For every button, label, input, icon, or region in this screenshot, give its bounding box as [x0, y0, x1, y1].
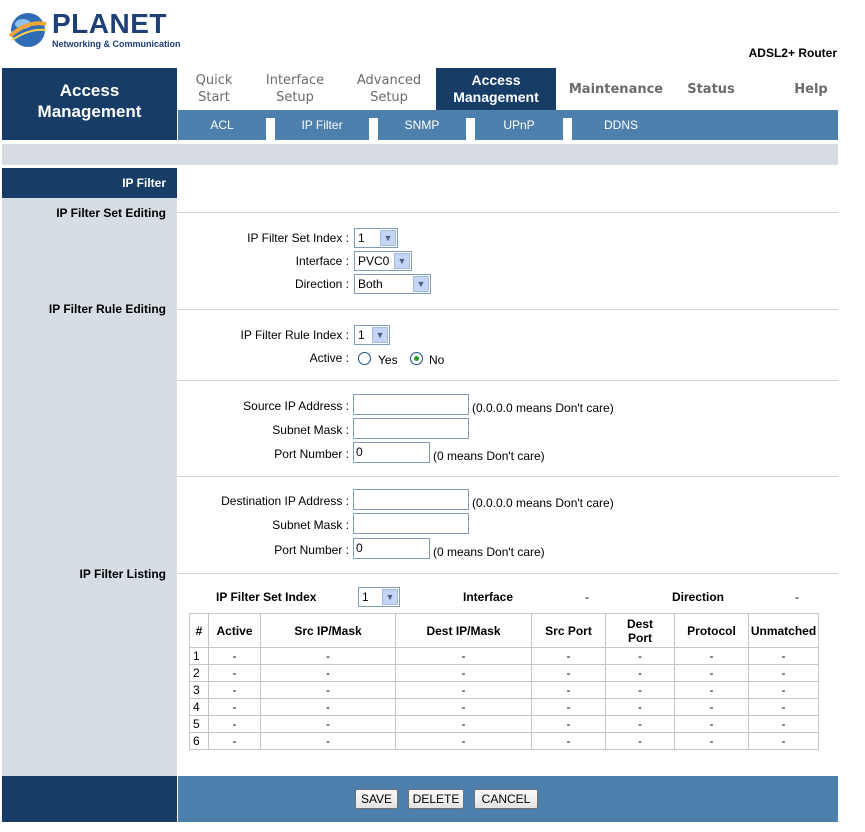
- interface-label: Interface :: [295, 254, 349, 268]
- table-cell: -: [532, 682, 606, 699]
- chevron-down-icon: ▼: [413, 276, 429, 292]
- rule-index-select[interactable]: [354, 325, 390, 345]
- menu-access-management[interactable]: Access Management: [436, 68, 556, 110]
- src-mask-input[interactable]: [353, 418, 469, 439]
- dst-mask-label: Subnet Mask :: [272, 518, 349, 532]
- page-title: [2, 68, 177, 140]
- divider: [178, 309, 838, 310]
- table-cell: -: [749, 682, 819, 699]
- table-cell: -: [606, 716, 675, 733]
- rule-index-label: IP Filter Rule Index :: [240, 328, 349, 342]
- submenu-separator: [466, 118, 475, 140]
- listing-set-index-label: IP Filter Set Index: [216, 590, 317, 604]
- dst-mask-input[interactable]: [353, 513, 469, 534]
- table-cell: -: [606, 665, 675, 682]
- table-row: [190, 648, 819, 665]
- table-cell: -: [532, 699, 606, 716]
- table-cell: -: [396, 699, 532, 716]
- listing-direction-value: -: [795, 590, 799, 604]
- table-cell: -: [606, 682, 675, 699]
- col-src-ip: Src IP/Mask: [261, 614, 396, 648]
- table-cell: -: [396, 682, 532, 699]
- product-name: ADSL2+ Router: [748, 46, 837, 60]
- col-dest-ip: Dest IP/Mask: [396, 614, 532, 648]
- set-index-label: IP Filter Set Index :: [247, 231, 349, 245]
- table-cell: -: [261, 699, 396, 716]
- table-cell: -: [675, 733, 749, 750]
- active-yes-label: Yes: [378, 353, 398, 367]
- listing-direction-label: Direction: [672, 590, 725, 604]
- table-cell: -: [675, 665, 749, 682]
- table-cell: 2: [190, 665, 209, 682]
- listing-set-index-select[interactable]: [358, 587, 400, 607]
- table-row: [190, 699, 819, 716]
- table-cell: -: [606, 733, 675, 750]
- page-title-text: Access Management: [37, 81, 142, 121]
- left-column: [2, 168, 177, 776]
- table-cell: -: [675, 648, 749, 665]
- col-unmatched: Unmatched: [749, 614, 819, 648]
- section-listing: IP Filter Listing: [79, 567, 166, 581]
- listing-interface-label: Interface: [463, 590, 514, 604]
- table-cell: -: [209, 648, 261, 665]
- chevron-down-icon: ▼: [380, 230, 396, 246]
- brand-tagline: Networking & Communication: [52, 39, 181, 49]
- active-label: Active :: [309, 351, 349, 365]
- table-cell: -: [396, 648, 532, 665]
- divider: [178, 212, 838, 213]
- submenu-acl[interactable]: ACL: [210, 118, 234, 132]
- table-cell: -: [396, 733, 532, 750]
- table-cell: 6: [190, 733, 209, 750]
- delete-button[interactable]: DELETE: [408, 789, 464, 809]
- col-number: #: [190, 614, 209, 648]
- table-cell: -: [261, 682, 396, 699]
- table-cell: -: [396, 665, 532, 682]
- table-cell: 5: [190, 716, 209, 733]
- table-cell: -: [532, 733, 606, 750]
- dst-ip-label: Destination IP Address :: [221, 494, 349, 508]
- menu-advanced-setup[interactable]: Advanced Setup: [356, 73, 422, 105]
- src-port-label: Port Number :: [274, 447, 349, 461]
- chevron-down-icon: ▼: [382, 589, 398, 605]
- table-cell: -: [532, 665, 606, 682]
- menu-maintenance[interactable]: Maintenance: [568, 81, 664, 97]
- main-menu: [178, 68, 838, 110]
- dst-port-hint: (0 means Don't care): [433, 545, 545, 559]
- table-cell: -: [606, 699, 675, 716]
- set-index-select[interactable]: [354, 228, 398, 248]
- section-header-ip-filter: IP Filter: [2, 168, 177, 198]
- table-cell: -: [209, 733, 261, 750]
- menu-help[interactable]: Help: [794, 81, 828, 97]
- src-port-input[interactable]: 0: [353, 442, 430, 463]
- table-cell: -: [209, 699, 261, 716]
- table-cell: -: [675, 699, 749, 716]
- table-header-row: [190, 614, 819, 648]
- table-cell: -: [209, 682, 261, 699]
- sub-menu: [178, 110, 838, 140]
- menu-status[interactable]: Status: [687, 81, 735, 97]
- submenu-separator: [266, 118, 275, 140]
- active-no-radio[interactable]: [410, 352, 423, 365]
- submenu-ip-filter[interactable]: IP Filter: [301, 118, 343, 132]
- divider: [178, 476, 838, 477]
- divider-band: [2, 144, 838, 165]
- brand-name: PLANET: [52, 8, 167, 39]
- divider: [178, 380, 838, 381]
- set-index-value: 1: [358, 231, 365, 245]
- src-ip-input[interactable]: [353, 394, 469, 415]
- table-cell: -: [209, 665, 261, 682]
- active-yes-radio[interactable]: [358, 352, 371, 365]
- table-row: [190, 682, 819, 699]
- table-cell: -: [749, 648, 819, 665]
- src-port-hint: (0 means Don't care): [433, 449, 545, 463]
- table-cell: -: [749, 665, 819, 682]
- submenu-separator: [563, 118, 572, 140]
- chevron-down-icon: ▼: [372, 327, 388, 343]
- dst-port-label: Port Number :: [274, 543, 349, 557]
- interface-value: PVC0: [358, 254, 390, 268]
- table-cell: -: [749, 733, 819, 750]
- table-cell: -: [261, 648, 396, 665]
- footer-left: [2, 776, 177, 822]
- table-cell: -: [532, 648, 606, 665]
- listing-set-index-value: 1: [362, 590, 369, 604]
- menu-interface-setup[interactable]: Interface Setup: [265, 73, 325, 105]
- table-cell: -: [532, 716, 606, 733]
- save-button[interactable]: SAVE: [355, 789, 398, 809]
- ip-filter-table: [189, 613, 819, 750]
- direction-label: Direction :: [294, 277, 349, 291]
- table-cell: -: [606, 648, 675, 665]
- section-rule-editing: IP Filter Rule Editing: [48, 302, 166, 316]
- table-cell: -: [261, 665, 396, 682]
- table-cell: -: [675, 682, 749, 699]
- submenu-snmp[interactable]: SNMP: [404, 118, 440, 132]
- direction-value: Both: [358, 277, 383, 291]
- col-protocol: Protocol: [675, 614, 749, 648]
- table-cell: -: [749, 699, 819, 716]
- table-cell: 4: [190, 699, 209, 716]
- src-ip-hint: (0.0.0.0 means Don't care): [472, 401, 614, 415]
- table-cell: -: [209, 716, 261, 733]
- table-row: [190, 733, 819, 750]
- dst-ip-input[interactable]: [353, 489, 469, 510]
- table-row: [190, 665, 819, 682]
- menu-quick-start[interactable]: Quick Start: [195, 73, 233, 105]
- divider: [178, 573, 838, 574]
- interface-select[interactable]: [354, 251, 412, 271]
- rule-index-value: 1: [358, 328, 365, 342]
- col-dest-port: Dest Port: [606, 614, 675, 648]
- direction-select[interactable]: [354, 274, 431, 294]
- listing-interface-value: -: [585, 590, 589, 604]
- submenu-ddns[interactable]: DDNS: [603, 118, 638, 132]
- table-cell: -: [396, 716, 532, 733]
- brand-logo: [8, 8, 181, 52]
- submenu-separator: [369, 118, 378, 140]
- active-no-label: No: [429, 353, 445, 367]
- planet-globe-icon: [8, 10, 48, 50]
- table-cell: -: [675, 716, 749, 733]
- dst-ip-hint: (0.0.0.0 means Don't care): [472, 496, 614, 510]
- src-ip-label: Source IP Address :: [243, 399, 349, 413]
- table-cell: -: [261, 733, 396, 750]
- table-cell: 3: [190, 682, 209, 699]
- table-cell: -: [261, 716, 396, 733]
- section-set-editing: IP Filter Set Editing: [56, 206, 166, 220]
- cancel-button[interactable]: CANCEL: [474, 789, 538, 809]
- table-cell: 1: [190, 648, 209, 665]
- col-active: Active: [209, 614, 261, 648]
- table-cell: -: [749, 716, 819, 733]
- dst-port-input[interactable]: 0: [353, 538, 430, 559]
- table-row: [190, 716, 819, 733]
- src-mask-label: Subnet Mask :: [272, 423, 349, 437]
- submenu-upnp[interactable]: UPnP: [503, 118, 535, 132]
- col-src-port: Src Port: [532, 614, 606, 648]
- chevron-down-icon: ▼: [394, 253, 410, 269]
